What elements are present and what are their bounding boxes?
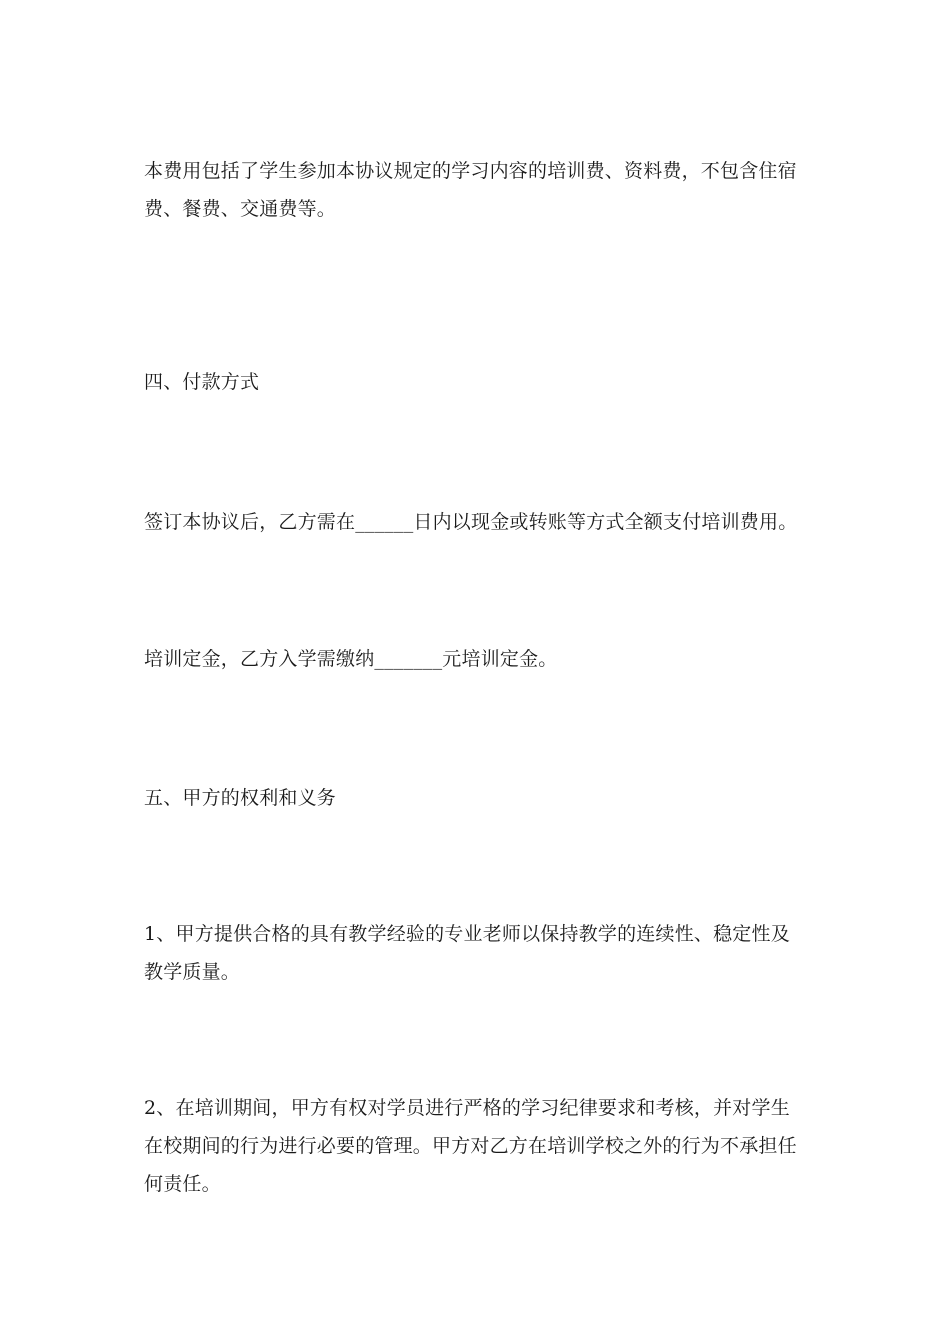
party-a-duty-1-paragraph: 1、甲方提供合格的具有教学经验的专业老师以保持教学的连续性、稳定性及教学质量。 xyxy=(144,923,790,983)
party-a-duty-2-paragraph: 2、在培训期间，甲方有权对学员进行严格的学习纪律要求和考核，并对学生在校期间的行为进行必要的管理。甲方对乙方在培训学校之外的行为不承担任何责任。 xyxy=(144,1097,797,1195)
section-5-heading: 五、甲方的权利和义务 xyxy=(144,787,337,809)
deposit-terms-paragraph: 培训定金，乙方入学需缴纳_______元培训定金。 xyxy=(144,648,558,670)
section-4-heading: 四、付款方式 xyxy=(144,371,260,393)
fee-scope-paragraph: 本费用包括了学生参加本协议规定的学习内容的培训费、资料费，不包含住宿费、餐费、交通费等。 xyxy=(144,160,797,220)
payment-terms-paragraph: 签订本协议后，乙方需在______日内以现金或转账等方式全额支付培训费用。 xyxy=(144,511,798,533)
